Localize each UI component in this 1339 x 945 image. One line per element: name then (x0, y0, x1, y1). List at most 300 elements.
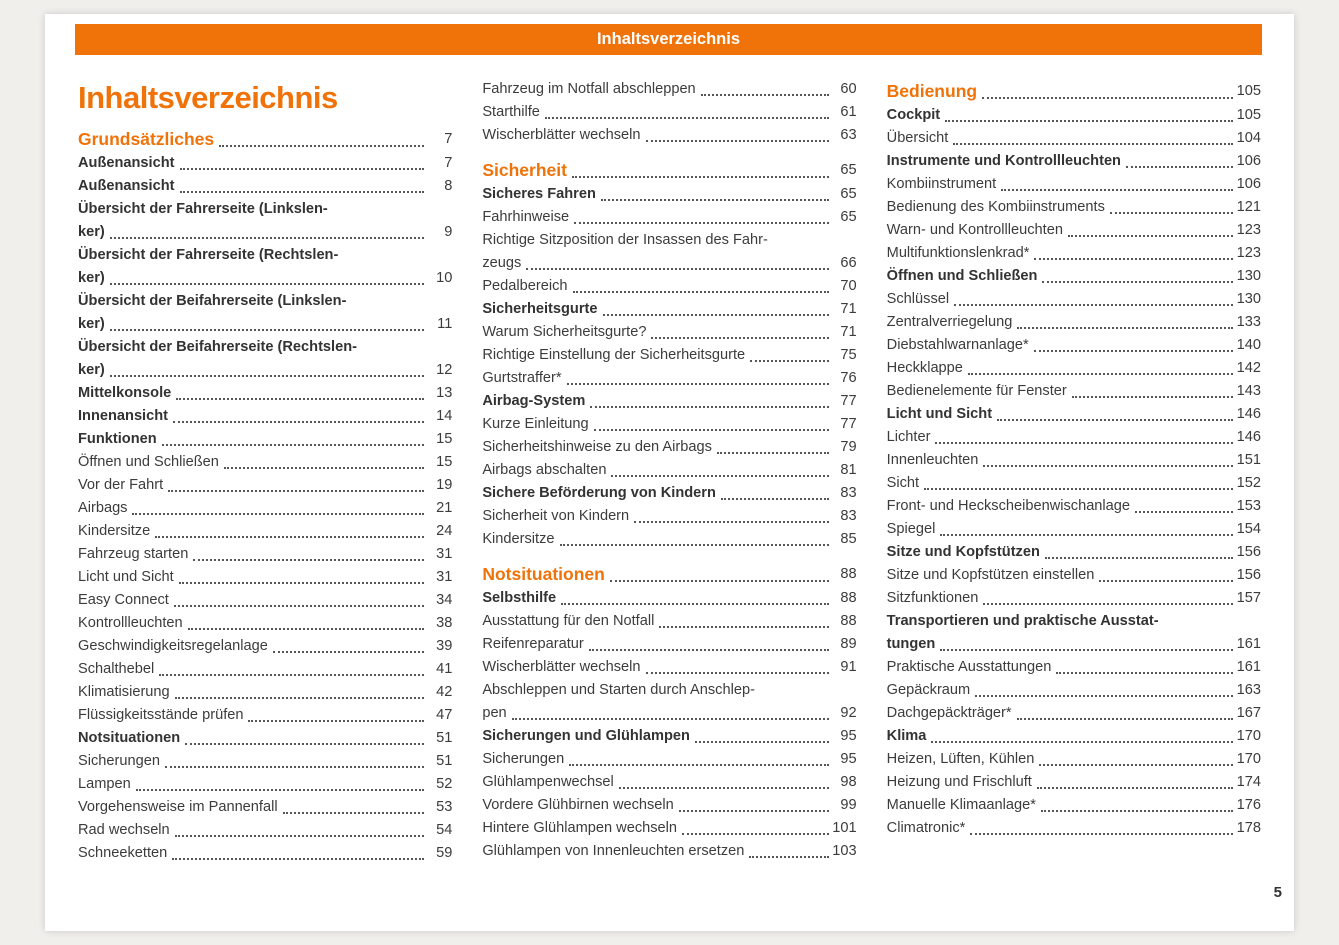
dot-leader (1099, 564, 1233, 587)
toc-entry-label: Lichter (886, 429, 931, 445)
dot-leader (173, 405, 424, 428)
toc-entry-label: Vorgehensweise im Pannenfall (78, 799, 278, 815)
dot-leader (545, 101, 829, 124)
toc-entry-label: Multifunktionslenkrad* (886, 245, 1030, 261)
toc-entry-label: Sitzfunktionen (886, 590, 979, 606)
toc-entry-row (482, 725, 856, 748)
dot-leader (717, 436, 829, 459)
toc-entry (78, 589, 452, 612)
dot-leader (590, 390, 828, 413)
toc-entry-row (482, 157, 856, 183)
toc-entry (887, 265, 1261, 288)
toc-entry (482, 561, 856, 587)
toc-entry-page: 151 (1236, 452, 1261, 468)
toc-entry-label: Sicht (886, 475, 920, 491)
toc-entry-page: 133 (1236, 314, 1261, 330)
toc-entry-page: 130 (1236, 291, 1261, 307)
toc-entry (78, 175, 452, 198)
toc-entry-row (887, 380, 1261, 403)
toc-entry-label: pen (482, 705, 507, 721)
toc-entry (78, 773, 452, 796)
toc-entry-page: 146 (1236, 406, 1261, 422)
toc-entry-page: 75 (840, 347, 857, 363)
toc-entry-label: Kontrollleuchten (78, 615, 183, 631)
toc-entry-row (887, 702, 1261, 725)
toc-entry (78, 819, 452, 842)
toc-entry-page: 9 (444, 224, 453, 240)
toc-entry-label: Sicherungen (482, 751, 565, 767)
dot-leader (175, 681, 425, 704)
dot-leader (1126, 150, 1233, 173)
toc-entry (482, 528, 856, 551)
toc-entry-label: Bedienung des Kombiinstruments (886, 199, 1105, 215)
toc-entry-row (482, 771, 856, 794)
toc-entry-label: Fahrzeug im Notfall abschleppen (482, 81, 696, 97)
toc-entry-page: 38 (436, 615, 453, 631)
toc-entry-label: Funktionen (78, 431, 157, 447)
toc-entry-row (482, 840, 856, 863)
toc-entry-row (482, 817, 856, 840)
toc-entry-page: 140 (1236, 337, 1261, 353)
toc-entry-label: Sicherungen und Glühlampen (482, 728, 690, 744)
dot-leader (589, 633, 829, 656)
toc-entry-page: 24 (436, 523, 453, 539)
toc-entry-page: 167 (1236, 705, 1261, 721)
dot-leader (574, 206, 829, 229)
toc-entry-label: Vor der Fahrt (78, 477, 164, 493)
toc-entry-label: Richtige Einstellung der Sicherheitsgurte (482, 347, 746, 363)
dot-leader (611, 459, 828, 482)
toc-entry (482, 298, 856, 321)
toc-entry-page: 61 (840, 104, 857, 120)
toc-entry (887, 127, 1261, 150)
toc-entry-page: 89 (840, 636, 857, 652)
toc-entry-label: Schalthebel (78, 661, 155, 677)
toc-entry-page: 178 (1236, 820, 1261, 836)
toc-entry (887, 495, 1261, 518)
toc-entry-row (482, 528, 856, 551)
toc-entry-label: Kindersitze (482, 531, 555, 547)
toc-entry-row (78, 727, 452, 750)
toc-entry (887, 472, 1261, 495)
toc-entry-page: 174 (1236, 774, 1261, 790)
toc-entry (482, 157, 856, 183)
toc-entry-page: 142 (1236, 360, 1261, 376)
toc-entry-row (78, 152, 452, 175)
dot-leader (561, 587, 829, 610)
dot-leader (185, 727, 424, 750)
toc-entry-label: Sicherheitsgurte (482, 301, 598, 317)
toc-entry-row (78, 589, 452, 612)
toc-entry-label: Klima (886, 728, 927, 744)
dot-leader (180, 175, 425, 198)
toc-entry-label: Heckklappe (886, 360, 963, 376)
toc-entry (887, 748, 1261, 771)
toc-entry-label: Airbag-System (482, 393, 586, 409)
toc-entry-label: Übersicht (886, 130, 949, 146)
toc-entry-label: Heizung und Frischluft (886, 774, 1032, 790)
toc-entry-row (78, 405, 452, 428)
toc-entry-label: Lampen (78, 776, 131, 792)
toc-entry-page: 152 (1236, 475, 1261, 491)
toc-entry-row (482, 124, 856, 147)
toc-entry-row (482, 275, 856, 298)
toc-entry (78, 842, 452, 865)
toc-entry-row (78, 474, 452, 497)
dot-leader (1110, 196, 1233, 219)
toc-entry-label: Notsituationen (482, 564, 605, 584)
toc-entry-row (887, 771, 1261, 794)
toc-entry-label: Gurtstraffer* (482, 370, 562, 386)
dot-leader (175, 819, 425, 842)
toc-entry-page: 54 (436, 822, 453, 838)
toc-entry (78, 290, 452, 336)
toc-entry-row (78, 382, 452, 405)
toc-entry-row (482, 252, 856, 275)
toc-entry (78, 336, 452, 382)
toc-entry-page: 21 (436, 500, 453, 516)
toc-entry-label: Vordere Glühbirnen wechseln (482, 797, 674, 813)
toc-entry-label: Innenleuchten (886, 452, 979, 468)
toc-entry-page: 83 (840, 485, 857, 501)
dot-leader (1072, 380, 1233, 403)
toc-entry-page: 106 (1236, 153, 1261, 169)
toc-entry (78, 126, 452, 152)
toc-entry-label: Cockpit (886, 107, 941, 123)
toc-entry-row (78, 221, 452, 244)
toc-entry-page: 101 (832, 820, 857, 836)
toc-entry (482, 840, 856, 863)
dot-leader (1034, 334, 1233, 357)
toc-entry-page: 83 (840, 508, 857, 524)
toc-entry-row (887, 127, 1261, 150)
dot-leader (983, 449, 1233, 472)
page-header-bar (75, 24, 1262, 55)
toc-entry-label: Bedienelemente für Fenster (886, 383, 1067, 399)
toc-entry-row (482, 610, 856, 633)
toc-entry-label-line1: Übersicht der Fahrerseite (Linkslen- (78, 201, 328, 217)
toc-entry-label: Selbsthilfe (482, 590, 557, 606)
dot-leader (283, 796, 425, 819)
dot-leader (248, 704, 424, 727)
toc-entry-page: 14 (436, 408, 453, 424)
toc-entry-row (482, 482, 856, 505)
toc-entry (78, 244, 452, 290)
toc-entry-row (887, 78, 1261, 104)
toc-entry-label: Öffnen und Schließen (886, 268, 1038, 284)
toc-entry (887, 656, 1261, 679)
toc-entry-row (482, 505, 856, 528)
toc-entry-page: 88 (840, 566, 857, 582)
toc-entry (78, 543, 452, 566)
toc-entry-page: 15 (436, 454, 453, 470)
toc-entry-page: 99 (840, 797, 857, 813)
toc-entry-row (887, 449, 1261, 472)
toc-entry-page: 154 (1236, 521, 1261, 537)
dot-leader (1037, 771, 1233, 794)
dot-leader (682, 817, 829, 840)
toc-entry (887, 587, 1261, 610)
toc-entry-label: Rad wechseln (78, 822, 170, 838)
toc-entry-row (78, 681, 452, 704)
toc-entry-row (78, 750, 452, 773)
toc-entry-label: Schlüssel (886, 291, 950, 307)
toc-entry-label: Kindersitze (78, 523, 151, 539)
toc-entry-label: Sicherheit (482, 160, 567, 180)
toc-entry-page: 106 (1236, 176, 1261, 192)
dot-leader (180, 152, 425, 175)
toc-entry-page: 53 (436, 799, 453, 815)
toc-entry-label: Sicheres Fahren (482, 186, 596, 202)
dot-leader (968, 357, 1233, 380)
toc-entry (78, 658, 452, 681)
toc-content (78, 78, 1261, 865)
toc-entry-row (78, 704, 452, 727)
toc-entry-label: Pedalbereich (482, 278, 568, 294)
toc-entry-row (78, 842, 452, 865)
toc-entry (78, 566, 452, 589)
dot-leader (224, 451, 424, 474)
toc-entry-row (482, 633, 856, 656)
toc-entry (887, 426, 1261, 449)
toc-entry-page: 85 (840, 531, 857, 547)
toc-entry-page: 163 (1236, 682, 1261, 698)
toc-entry-page: 71 (840, 324, 857, 340)
dot-leader (176, 382, 424, 405)
toc-entry-row (78, 658, 452, 681)
toc-entry (887, 357, 1261, 380)
toc-entry-row (482, 794, 856, 817)
toc-entry-page: 121 (1236, 199, 1261, 215)
toc-entry-page: 31 (436, 569, 453, 585)
toc-entry-row (887, 495, 1261, 518)
dot-leader (560, 528, 829, 551)
dot-leader (594, 413, 829, 436)
toc-entry-label: Easy Connect (78, 592, 169, 608)
toc-entry-label: ker) (78, 224, 105, 240)
toc-entry-page: 52 (436, 776, 453, 792)
toc-entry-row (482, 206, 856, 229)
toc-entry (482, 459, 856, 482)
toc-entry-label: ker) (78, 362, 105, 378)
toc-entry-row (887, 679, 1261, 702)
toc-entry-label: Diebstahlwarnanlage* (886, 337, 1029, 353)
dot-leader (1042, 265, 1233, 288)
toc-entry-label: Reifenreparatur (482, 636, 584, 652)
toc-entry-row (887, 357, 1261, 380)
toc-entry-label: Dachgepäckträger* (886, 705, 1012, 721)
dot-leader (975, 679, 1233, 702)
toc-entry-label: Hintere Glühlampen wechseln (482, 820, 678, 836)
toc-entry-label: Geschwindigkeitsregelanlage (78, 638, 268, 654)
toc-entry (482, 482, 856, 505)
toc-entry (887, 403, 1261, 426)
dot-leader (940, 518, 1233, 541)
toc-entry (887, 242, 1261, 265)
toc-entry (78, 520, 452, 543)
toc-entry (887, 794, 1261, 817)
toc-entry-label-line1: Transportieren und praktische Ausstat- (886, 613, 1159, 629)
toc-entry-page: 15 (436, 431, 453, 447)
dot-leader (110, 221, 425, 244)
toc-entry-page: 105 (1236, 107, 1261, 123)
toc-entry-page: 95 (840, 751, 857, 767)
dot-leader (159, 658, 424, 681)
toc-entry (78, 727, 452, 750)
dot-leader (569, 748, 828, 771)
dot-leader (603, 298, 829, 321)
dot-leader (1017, 311, 1233, 334)
toc-entry-label: Flüssigkeitsstände prüfen (78, 707, 244, 723)
dot-leader (997, 403, 1233, 426)
toc-entry-row (78, 773, 452, 796)
toc-entry (482, 183, 856, 206)
toc-entry-row (78, 796, 452, 819)
dot-leader (526, 252, 828, 275)
header-title: Inhaltsverzeichnis (596, 30, 741, 48)
toc-entry-label: Sitze und Kopfstützen einstellen (886, 567, 1095, 583)
toc-entry-page: 19 (436, 477, 453, 493)
toc-entry (482, 321, 856, 344)
toc-entry-page: 161 (1236, 659, 1261, 675)
dot-leader (188, 612, 425, 635)
toc-entry-page: 31 (436, 546, 453, 562)
toc-entry-label: Gepäckraum (886, 682, 971, 698)
toc-entry-label: Heizen, Lüften, Kühlen (886, 751, 1035, 767)
toc-entry-page: 98 (840, 774, 857, 790)
toc-entry-row (482, 344, 856, 367)
dot-leader (110, 267, 425, 290)
toc-entry-row (887, 150, 1261, 173)
toc-entry-label: Fahrzeug starten (78, 546, 189, 562)
dot-leader (924, 472, 1233, 495)
toc-column-1 (78, 78, 452, 865)
dot-leader (940, 633, 1233, 656)
toc-entry (482, 78, 856, 101)
dot-leader (679, 794, 829, 817)
toc-entry-page: 81 (840, 462, 857, 478)
toc-entry (78, 382, 452, 405)
toc-entry (482, 656, 856, 679)
toc-entry-label: Climatronic* (886, 820, 966, 836)
dot-leader (110, 313, 425, 336)
toc-entry-page: 91 (840, 659, 857, 675)
toc-entry (78, 428, 452, 451)
toc-entry (482, 771, 856, 794)
toc-entry-page: 70 (840, 278, 857, 294)
toc-entry (887, 311, 1261, 334)
toc-entry-label: Sicherungen (78, 753, 160, 769)
toc-entry-page: 47 (436, 707, 453, 723)
dot-leader (512, 702, 829, 725)
page-title: Inhaltsverzeichnis (78, 80, 338, 115)
toc-entry-page: 104 (1236, 130, 1261, 146)
toc-entry-row (78, 819, 452, 842)
toc-entry-row (887, 794, 1261, 817)
page-number-footer: 5 (1273, 884, 1282, 901)
toc-entry (78, 405, 452, 428)
toc-entry-label: Sichere Beförderung von Kindern (482, 485, 716, 501)
toc-entry-row (78, 126, 452, 152)
toc-entry (78, 681, 452, 704)
dot-leader (659, 610, 828, 633)
toc-entry-row (482, 183, 856, 206)
toc-entry (887, 702, 1261, 725)
toc-entry-label-line1: Übersicht der Beifahrerseite (Linkslen- (78, 293, 347, 309)
toc-entry-row (887, 242, 1261, 265)
dot-leader (110, 359, 425, 382)
dot-leader (1056, 656, 1233, 679)
toc-entry-row (887, 472, 1261, 495)
toc-entry-label: ker) (78, 316, 105, 332)
toc-entry-label: Sicherheitshinweise zu den Airbags (482, 439, 712, 455)
toc-entry-page: 170 (1236, 728, 1261, 744)
toc-entry-page: 170 (1236, 751, 1261, 767)
toc-entry (482, 633, 856, 656)
toc-entry-row (887, 518, 1261, 541)
toc-entry (482, 748, 856, 771)
toc-entry (887, 380, 1261, 403)
toc-entry-row (887, 656, 1261, 679)
toc-entry-row (78, 175, 452, 198)
toc-entry-label: Licht und Sicht (78, 569, 174, 585)
toc-entry-page: 76 (840, 370, 857, 386)
toc-entry-row (78, 313, 452, 336)
toc-entry (482, 124, 856, 147)
toc-entry-page: 156 (1236, 567, 1261, 583)
toc-entry (887, 449, 1261, 472)
toc-entry-label: Notsituationen (78, 730, 181, 746)
toc-entry (482, 725, 856, 748)
dot-leader (619, 771, 829, 794)
toc-entry-page: 65 (840, 162, 857, 178)
dot-leader (1039, 748, 1233, 771)
toc-entry (482, 610, 856, 633)
toc-entry-row (482, 702, 856, 725)
toc-entry (482, 679, 856, 725)
toc-entry-page: 63 (840, 127, 857, 143)
toc-entry-label: Schneeketten (78, 845, 168, 861)
dot-leader (931, 725, 1233, 748)
toc-entry-label: tungen (886, 636, 936, 652)
toc-entry (887, 541, 1261, 564)
dot-leader (567, 367, 829, 390)
toc-entry-page: 153 (1236, 498, 1261, 514)
dot-leader (168, 474, 424, 497)
dot-leader (573, 275, 829, 298)
dot-leader (165, 750, 424, 773)
toc-entry (887, 196, 1261, 219)
toc-entry-page: 130 (1236, 268, 1261, 284)
toc-entry-row (78, 428, 452, 451)
toc-entry-row (78, 543, 452, 566)
toc-entry-label: Innenansicht (78, 408, 169, 424)
toc-entry-label: Bedienung (886, 81, 978, 101)
toc-entry-row (887, 196, 1261, 219)
toc-entry-row (887, 104, 1261, 127)
toc-entry (887, 518, 1261, 541)
toc-entry-row (887, 633, 1261, 656)
toc-entry-page: 79 (840, 439, 857, 455)
toc-entry-row (482, 78, 856, 101)
toc-entry (887, 219, 1261, 242)
toc-entry-page: 77 (840, 393, 857, 409)
dot-leader (273, 635, 424, 658)
toc-entry-page: 88 (840, 613, 857, 629)
toc-entry-label: Wischerblätter wechseln (482, 127, 641, 143)
toc-entry-page: 13 (436, 385, 453, 401)
toc-entry-row (78, 635, 452, 658)
